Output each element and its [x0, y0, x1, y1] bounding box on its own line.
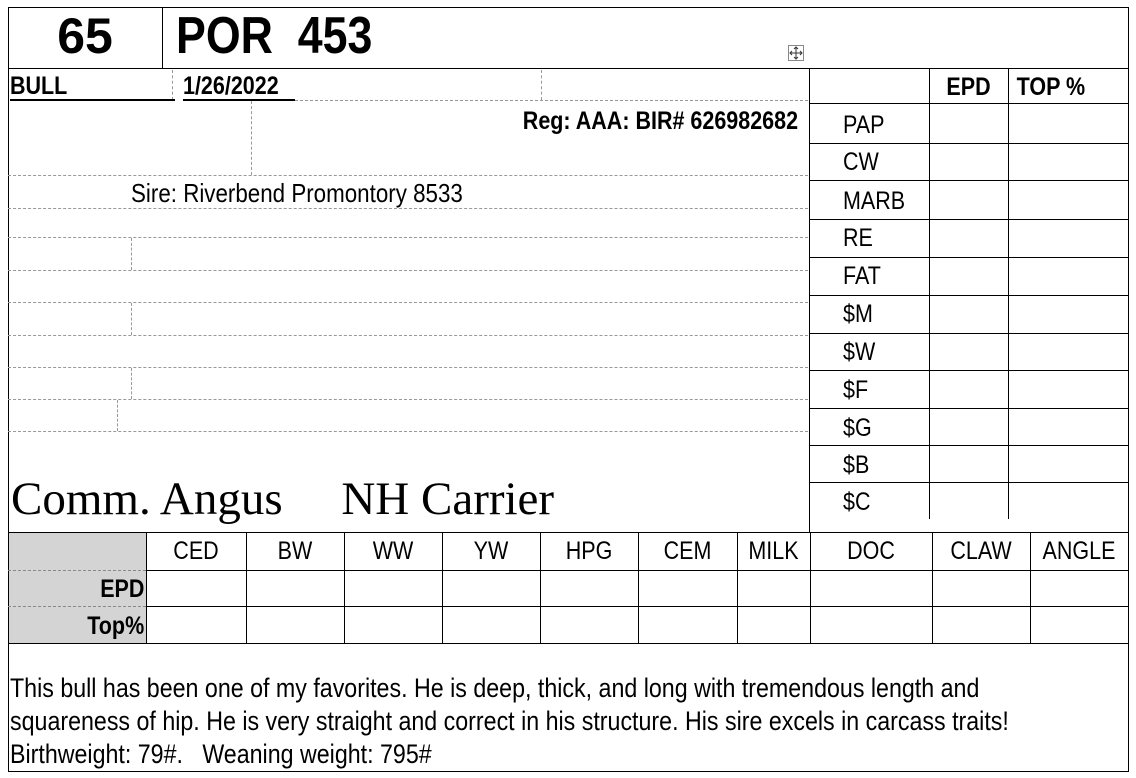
grid-row-label-top-percent: Top%	[87, 612, 144, 640]
dash-v	[131, 368, 132, 399]
trait-label: $W	[843, 338, 876, 366]
move-handle-icon[interactable]	[788, 45, 804, 61]
grid-top	[8, 532, 1129, 533]
dash-v	[172, 70, 173, 100]
grid-header-claw: CLAW	[950, 537, 1012, 565]
grid-bottom	[8, 643, 1129, 644]
description-line-1: This bull has been one of my favorites. He is deep, thick, and long with tremendous length and	[10, 673, 980, 703]
grid-header-bw: BW	[277, 537, 313, 565]
trait-label: $F	[843, 376, 869, 404]
grid-col-line	[810, 532, 811, 643]
grid-header-ced: CED	[173, 537, 219, 565]
grid-header-cem: CEM	[663, 537, 712, 565]
trait-label: CW	[843, 148, 879, 176]
carcass-col-divider	[929, 68, 930, 519]
grid-header-doc: DOC	[847, 537, 895, 565]
grid-header-angle: ANGLE	[1042, 537, 1116, 565]
carcass-row-line	[809, 257, 1129, 258]
dash-h	[8, 175, 808, 176]
carcass-row-line	[809, 143, 1129, 144]
grid-col-line	[638, 532, 639, 643]
dash-v	[541, 70, 542, 100]
grid-col-line	[1030, 532, 1031, 643]
trait-label: $B	[843, 451, 870, 479]
grid-row-label-epd: EPD	[99, 575, 144, 603]
trait-label: PAP	[843, 111, 885, 139]
dash-h	[8, 302, 808, 303]
carcass-row-line	[809, 482, 1129, 483]
grid-col-line	[344, 532, 345, 643]
dash-v	[117, 400, 118, 431]
dash-h	[8, 270, 808, 271]
carcass-row-line	[809, 370, 1129, 371]
grid-col-line	[737, 532, 738, 643]
trait-label: $M	[843, 300, 873, 328]
date-underline	[183, 99, 295, 101]
grid-col-line	[540, 532, 541, 643]
dash-h	[8, 335, 808, 336]
carcass-row-line	[809, 295, 1129, 296]
dash-h	[8, 399, 808, 400]
animal-tag: POR 453	[176, 7, 373, 65]
grid-col-line	[146, 532, 147, 643]
sex-underline	[10, 99, 175, 101]
carcass-header-line	[809, 103, 1129, 104]
trait-label: $G	[843, 414, 872, 442]
carcass-row-line	[809, 333, 1129, 334]
grid-col-line	[932, 532, 933, 643]
title-underline-left	[8, 68, 163, 69]
carcass-table-top	[809, 68, 1129, 69]
trait-label: $C	[843, 488, 871, 516]
sex-label: BULL	[10, 72, 68, 100]
birth-date: 1/26/2022	[183, 72, 279, 100]
dash-h	[8, 570, 146, 571]
trait-label: MARB	[843, 187, 906, 215]
dash-h	[8, 237, 808, 238]
carcass-row-line	[809, 445, 1129, 446]
dash-h	[8, 208, 808, 209]
grid-header-hpg: HPG	[565, 537, 613, 565]
title-underline-right	[162, 68, 809, 69]
sire-name: Sire: Riverbend Promontory 8533	[131, 178, 463, 208]
frame-left	[8, 7, 9, 772]
frame-bottom	[8, 771, 1129, 772]
lot-number: 65	[57, 8, 113, 64]
carcass-row-line	[809, 180, 1129, 181]
carcass-row-line	[809, 408, 1129, 409]
registration-number: Reg: AAA: BIR# 626982682	[522, 107, 798, 135]
grid-header-yw: YW	[473, 537, 509, 565]
carcass-table-left	[809, 68, 810, 532]
carcass-header-epd: EPD	[946, 73, 991, 101]
breed-note: Comm. Angus NH Carrier	[11, 473, 555, 525]
frame-right	[1128, 7, 1129, 772]
dash-v	[131, 238, 132, 270]
title-divider	[162, 7, 163, 68]
description-line-3: Birthweight: 79#. Weaning weight: 795#	[10, 739, 432, 769]
grid-col-line	[246, 532, 247, 643]
dash-v	[251, 101, 252, 175]
grid-header-ww: WW	[372, 537, 414, 565]
description-line-2: squareness of hip. He is very straight and correct in his structure. His sire excels in carcass traits!	[10, 706, 1009, 736]
grid-header-milk: MILK	[748, 537, 799, 565]
dash-h	[8, 431, 808, 432]
trait-label: RE	[843, 224, 873, 252]
grid-col-line	[442, 532, 443, 643]
dash-h	[8, 606, 146, 607]
dash-h	[295, 100, 808, 101]
dash-v	[131, 303, 132, 335]
carcass-row-line	[809, 219, 1129, 220]
carcass-header-top-percent: TOP %	[1016, 73, 1086, 101]
carcass-col-divider	[1008, 68, 1009, 519]
trait-label: FAT	[843, 262, 881, 290]
dash-h	[8, 367, 808, 368]
